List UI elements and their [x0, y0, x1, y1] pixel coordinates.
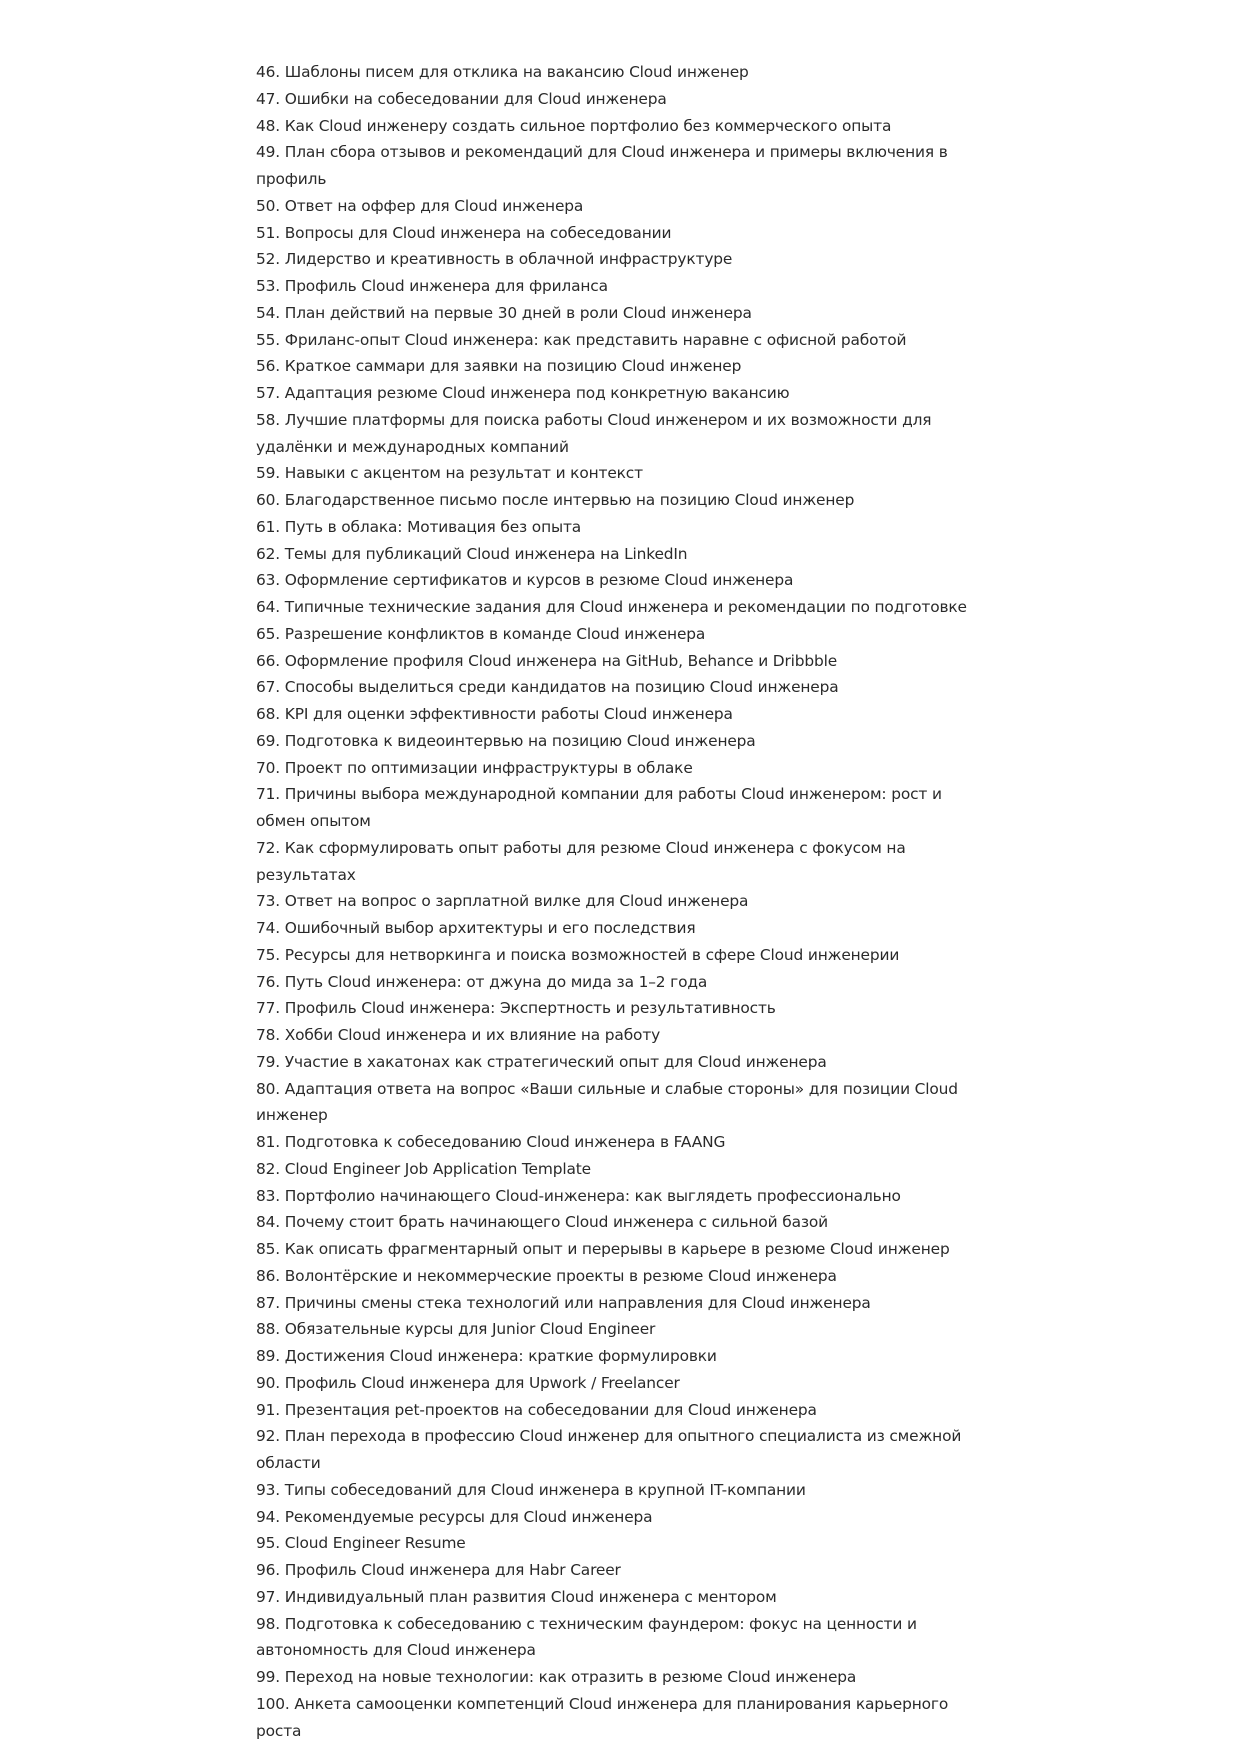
document-page — [256, 59, 986, 1744]
list-item: 99. Переход на новые технологии: как отразить в резюме Cloud инженера — [256, 1668, 857, 1686]
list-item: 95. Cloud Engineer Resume — [256, 1534, 466, 1553]
list-item: 93. Типы собеседований для Cloud инженера в крупной IT-компании — [256, 1480, 806, 1499]
list-item: 66. Оформление профиля Cloud инженера на GitHub, Behance и Dribbble — [256, 651, 838, 670]
list-item: 54. План действий на первые 30 дней в роли Cloud инженера — [256, 303, 752, 322]
list-item: 79. Участие в хакатонах как стратегический опыт для Cloud инженера — [256, 1052, 827, 1071]
list-item: 59. Навыки с акцентом на результат и контекст — [256, 464, 643, 483]
list-item: 75. Ресурсы для нетворкинга и поиска возможностей в сфере Cloud инженерии — [256, 945, 900, 964]
list-item: 73. Ответ на вопрос о зарплатной вилке для Cloud инженера — [256, 892, 749, 911]
list-item: 57. Адаптация резюме Cloud инженера под конкретную вакансию — [256, 384, 790, 402]
list-item: 48. Как Cloud инженеру создать сильное портфолио без коммерческого опыта — [256, 116, 892, 135]
list-item: 85. Как описать фрагментарный опыт и перерывы в карьере в резюме Cloud инженер — [256, 1240, 950, 1258]
list-item: 78. Хобби Cloud инженера и их влияние на работу — [256, 1026, 661, 1044]
list-item: 61. Путь в облака: Мотивация без опыта — [256, 517, 582, 536]
list-item: 47. Ошибки на собеседовании для Cloud инженера — [256, 89, 667, 108]
list-item: 56. Краткое саммари для заявки на позицию Cloud инженер — [256, 357, 742, 376]
list-item: 84. Почему стоит брать начинающего Cloud инженера с сильной базой — [256, 1213, 829, 1232]
list-item: 86. Волонтёрские и некоммерческие проекты в резюме Cloud инженера — [256, 1266, 837, 1285]
list-item: 81. Подготовка к собеседованию Cloud инженера в FAANG — [256, 1133, 726, 1151]
list-item: 60. Благодарственное письмо после интервью на позицию Cloud инженер — [256, 491, 855, 509]
list-item: 80. Адаптация ответа на вопрос «Ваши сильные и слабые стороны» для позиции Cloud инженер — [256, 1079, 958, 1125]
list-item: 89. Достижения Cloud инженера: краткие формулировки — [256, 1347, 717, 1365]
list-item: 87. Причины смены стека технологий или направления для Cloud инженера — [256, 1293, 871, 1312]
list-item: 71. Причины выбора международной компании для работы Cloud инженером: рост и обмен опытом — [256, 785, 942, 830]
list-item: 77. Профиль Cloud инженера: Экспертность и результативность — [256, 999, 776, 1018]
list-item: 69. Подготовка к видеоинтервью на позицию Cloud инженера — [256, 731, 756, 750]
list-item: 91. Презентация pet-проектов на собеседовании для Cloud инженера — [256, 1400, 817, 1419]
list-item: 74. Ошибочный выбор архитектуры и его последствия — [256, 919, 696, 937]
list-item: 64. Типичные технические задания для Cloud инженера и рекомендации по подготовке — [256, 598, 967, 616]
list-item: 68. KPI для оценки эффективности работы Cloud инженера — [256, 705, 733, 723]
list-item: 58. Лучшие платформы для поиска работы Cloud инженером и их возможности для удалёнки и международных компаний — [256, 410, 932, 456]
list-item: 55. Фриланс-опыт Cloud инженера: как представить наравне с офисной работой — [256, 330, 907, 349]
list-item: 49. План сбора отзывов и рекомендаций для Cloud инженера и примеры включения в профиль — [256, 143, 948, 188]
list-item: 100. Анкета самооценки компетенций Cloud инженера для планирования карьерного роста — [256, 1694, 949, 1740]
list-item: 90. Профиль Cloud инженера для Upwork / Freelancer — [256, 1373, 680, 1392]
list-item: 96. Профиль Cloud инженера для Habr Career — [256, 1561, 621, 1579]
list-item: 62. Темы для публикаций Cloud инженера на LinkedIn — [256, 544, 688, 563]
list-item: 82. Cloud Engineer Job Application Template — [256, 1159, 591, 1178]
list-item: 92. План перехода в профессию Cloud инженер для опытного специалиста из смежной области — [256, 1427, 962, 1472]
list-item: 94. Рекомендуемые ресурсы для Cloud инженера — [256, 1507, 653, 1526]
topic-list — [256, 59, 986, 1744]
list-item: 52. Лидерство и креативность в облачной инфраструктуре — [256, 250, 733, 269]
list-item: 70. Проект по оптимизации инфраструктуры в облаке — [256, 758, 693, 777]
list-item: 63. Оформление сертификатов и курсов в резюме Cloud инженера — [256, 571, 794, 590]
list-item: 88. Обязательные курсы для Junior Cloud Engineer — [256, 1320, 656, 1339]
list-item: 65. Разрешение конфликтов в команде Cloud инженера — [256, 624, 706, 643]
list-item: 98. Подготовка к собеседованию с техническим фаундером: фокус на ценности и автономность для Cloud инженера — [256, 1614, 917, 1660]
list-item: 46. Шаблоны писем для отклика на вакансию Cloud инженер — [256, 63, 749, 81]
list-item: 53. Профиль Cloud инженера для фриланса — [256, 277, 608, 295]
list-item: 83. Портфолио начинающего Cloud-инженера: как выглядеть профессионально — [256, 1186, 901, 1205]
list-item: 67. Способы выделиться среди кандидатов на позицию Cloud инженера — [256, 678, 839, 697]
list-item: 50. Ответ на оффер для Cloud инженера — [256, 196, 584, 215]
list-item: 72. Как сформулировать опыт работы для резюме Cloud инженера с фокусом на результатах — [256, 838, 906, 884]
list-item: 76. Путь Cloud инженера: от джуна до мида за 1–2 года — [256, 972, 708, 991]
list-item: 51. Вопросы для Cloud инженера на собеседовании — [256, 223, 672, 242]
list-item: 97. Индивидуальный план развития Cloud инженера с ментором — [256, 1587, 777, 1606]
